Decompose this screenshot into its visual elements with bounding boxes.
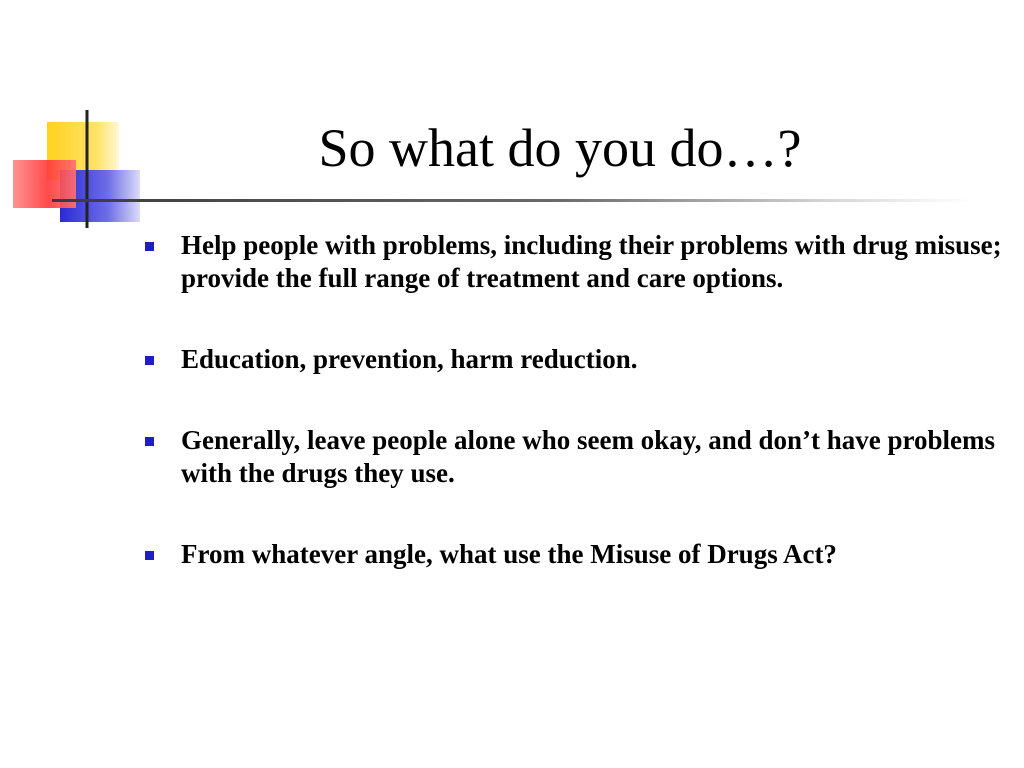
bullet-square-icon: [145, 356, 154, 365]
bullet-item-1: [145, 229, 1005, 295]
title-divider: [52, 199, 972, 202]
bullet-square-icon: [145, 437, 154, 446]
slide-title: So what do you do…?: [318, 118, 802, 178]
bullet-square-icon: [145, 551, 154, 560]
decorative-squares-graphic: [0, 0, 160, 240]
bullet-item-2: [145, 343, 1005, 376]
bullet-item-3: [145, 424, 1005, 490]
bullet-text-1: Help people with problems, including their problems with drug misuse; provide the full range of treatment and care options.: [181, 230, 1002, 293]
bullet-text-2: Education, prevention, harm reduction.: [181, 344, 638, 374]
bullet-list: [145, 229, 1005, 619]
bullet-item-4: [145, 538, 1005, 571]
bullet-text-3: Generally, leave people alone who seem okay, and don’t have problems with the drugs they use.: [181, 425, 996, 488]
bullet-square-icon: [145, 242, 154, 251]
bullet-text-4: From whatever angle, what use the Misuse of Drugs Act?: [181, 539, 837, 569]
